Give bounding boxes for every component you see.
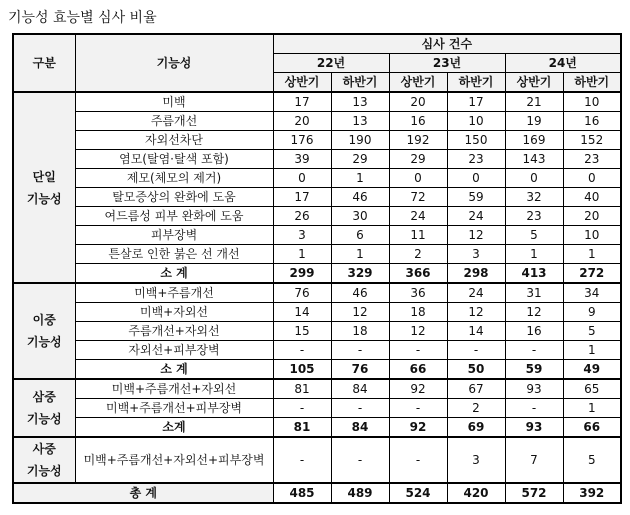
function-label: 미백+자외선 <box>75 303 273 322</box>
value-cell: 176 <box>273 131 331 150</box>
table-row <box>13 131 621 150</box>
value-cell: 31 <box>505 283 563 303</box>
value-cell: 29 <box>389 150 447 169</box>
value-cell: 26 <box>273 207 331 226</box>
subtotal-value: 299 <box>273 264 331 284</box>
value-cell: 20 <box>563 207 621 226</box>
subtotal-value: 366 <box>389 264 447 284</box>
subtotal-value: 298 <box>447 264 505 284</box>
value-cell: 46 <box>331 188 389 207</box>
table-row <box>13 226 621 245</box>
value-cell: 9 <box>563 303 621 322</box>
value-cell: 0 <box>563 169 621 188</box>
value-cell: 1 <box>505 245 563 264</box>
value-cell: 46 <box>331 283 389 303</box>
total-value: 572 <box>505 483 563 503</box>
value-cell: 15 <box>273 322 331 341</box>
function-label: 여드름성 피부 완화에 도움 <box>75 207 273 226</box>
value-cell: 29 <box>331 150 389 169</box>
total-value: 485 <box>273 483 331 503</box>
value-cell: 0 <box>505 169 563 188</box>
table-row <box>13 322 621 341</box>
value-cell: 150 <box>447 131 505 150</box>
value-cell: 6 <box>331 226 389 245</box>
function-label: 탈모증상의 완화에 도움 <box>75 188 273 207</box>
subtotal-value: 69 <box>447 418 505 438</box>
group-label: 이중 기능성 <box>13 283 75 379</box>
value-cell: 24 <box>389 207 447 226</box>
value-cell: - <box>331 437 389 483</box>
value-cell: 32 <box>505 188 563 207</box>
value-cell: 13 <box>331 92 389 112</box>
table-row <box>13 112 621 131</box>
value-cell: - <box>505 399 563 418</box>
total-row <box>13 483 621 503</box>
function-label: 염모(탈염·탈색 포함) <box>75 150 273 169</box>
function-label: 튼살로 인한 붉은 선 개선 <box>75 245 273 264</box>
value-cell: - <box>273 341 331 360</box>
value-cell: 12 <box>447 303 505 322</box>
value-cell: 18 <box>389 303 447 322</box>
function-label: 자외선+피부장벽 <box>75 341 273 360</box>
value-cell: 93 <box>505 379 563 399</box>
total-value: 524 <box>389 483 447 503</box>
table-row <box>13 437 621 483</box>
value-cell: 2 <box>447 399 505 418</box>
value-cell: 17 <box>273 92 331 112</box>
value-cell: 34 <box>563 283 621 303</box>
function-label: 주름개선 <box>75 112 273 131</box>
value-cell: 19 <box>505 112 563 131</box>
total-value: 392 <box>563 483 621 503</box>
subtotal-value: 81 <box>273 418 331 438</box>
table-row <box>13 150 621 169</box>
value-cell: 65 <box>563 379 621 399</box>
header-year: 24년 <box>505 54 621 73</box>
subtotal-value: 329 <box>331 264 389 284</box>
value-cell: 12 <box>331 303 389 322</box>
value-cell: 20 <box>273 112 331 131</box>
value-cell: 5 <box>563 322 621 341</box>
subtotal-row <box>13 418 621 438</box>
group-label: 단일 기능성 <box>13 92 75 283</box>
value-cell: 13 <box>331 112 389 131</box>
header-half: 하반기 <box>331 73 389 93</box>
value-cell: 1 <box>563 341 621 360</box>
value-cell: - <box>389 341 447 360</box>
subtotal-value: 105 <box>273 360 331 380</box>
value-cell: 3 <box>447 245 505 264</box>
value-cell: 16 <box>505 322 563 341</box>
table-row <box>13 169 621 188</box>
value-cell: - <box>389 437 447 483</box>
subtotal-value: 66 <box>563 418 621 438</box>
value-cell: 0 <box>447 169 505 188</box>
value-cell: 23 <box>447 150 505 169</box>
subtotal-label: 소 계 <box>75 360 273 380</box>
subtotal-value: 49 <box>563 360 621 380</box>
value-cell: 7 <box>505 437 563 483</box>
table-row <box>13 303 621 322</box>
header-function: 기능성 <box>75 34 273 92</box>
value-cell: 0 <box>389 169 447 188</box>
page-title: 기능성 효능별 심사 비율 <box>8 10 157 26</box>
value-cell: 2 <box>389 245 447 264</box>
table-row <box>13 379 621 399</box>
value-cell: 10 <box>563 92 621 112</box>
value-cell: 190 <box>331 131 389 150</box>
value-cell: - <box>273 437 331 483</box>
group-label: 사중 기능성 <box>13 437 75 483</box>
table-row <box>13 341 621 360</box>
value-cell: 23 <box>505 207 563 226</box>
subtotal-value: 84 <box>331 418 389 438</box>
value-cell: - <box>273 399 331 418</box>
table-row <box>13 399 621 418</box>
value-cell: 10 <box>563 226 621 245</box>
function-label: 미백+주름개선+자외선+피부장벽 <box>75 437 273 483</box>
value-cell: 84 <box>331 379 389 399</box>
value-cell: 5 <box>505 226 563 245</box>
header-year: 22년 <box>273 54 389 73</box>
header-half: 상반기 <box>273 73 331 93</box>
subtotal-row <box>13 264 621 284</box>
value-cell: 3 <box>273 226 331 245</box>
header-count: 심사 건수 <box>273 34 621 54</box>
value-cell: 1 <box>563 399 621 418</box>
subtotal-value: 76 <box>331 360 389 380</box>
value-cell: 81 <box>273 379 331 399</box>
value-cell: - <box>505 341 563 360</box>
value-cell: 12 <box>389 322 447 341</box>
value-cell: 143 <box>505 150 563 169</box>
subtotal-value: 272 <box>563 264 621 284</box>
subtotal-label: 소계 <box>75 418 273 438</box>
value-cell: 11 <box>389 226 447 245</box>
total-value: 489 <box>331 483 389 503</box>
value-cell: 36 <box>389 283 447 303</box>
header-category: 구분 <box>13 34 75 92</box>
table-row <box>13 92 621 112</box>
value-cell: 24 <box>447 207 505 226</box>
value-cell: - <box>447 341 505 360</box>
value-cell: 18 <box>331 322 389 341</box>
value-cell: 16 <box>563 112 621 131</box>
value-cell: 21 <box>505 92 563 112</box>
value-cell: 1 <box>331 169 389 188</box>
subtotal-value: 93 <box>505 418 563 438</box>
subtotal-label: 소 계 <box>75 264 273 284</box>
value-cell: 12 <box>447 226 505 245</box>
value-cell: 24 <box>447 283 505 303</box>
total-label: 총 계 <box>13 483 273 503</box>
value-cell: 1 <box>331 245 389 264</box>
header-half: 상반기 <box>505 73 563 93</box>
value-cell: 1 <box>563 245 621 264</box>
function-label: 자외선차단 <box>75 131 273 150</box>
value-cell: 76 <box>273 283 331 303</box>
group-label: 삼중 기능성 <box>13 379 75 437</box>
value-cell: - <box>331 341 389 360</box>
table-row <box>13 245 621 264</box>
value-cell: 5 <box>563 437 621 483</box>
value-cell: 30 <box>331 207 389 226</box>
function-label: 미백+주름개선+자외선 <box>75 379 273 399</box>
subtotal-row <box>13 360 621 380</box>
table-row <box>13 283 621 303</box>
function-label: 미백+주름개선+피부장벽 <box>75 399 273 418</box>
value-cell: 10 <box>447 112 505 131</box>
header-half: 상반기 <box>389 73 447 93</box>
value-cell: 72 <box>389 188 447 207</box>
review-table <box>12 33 622 504</box>
total-value: 420 <box>447 483 505 503</box>
value-cell: 14 <box>273 303 331 322</box>
value-cell: 59 <box>447 188 505 207</box>
value-cell: 40 <box>563 188 621 207</box>
header-half: 하반기 <box>447 73 505 93</box>
value-cell: 169 <box>505 131 563 150</box>
value-cell: 3 <box>447 437 505 483</box>
value-cell: 16 <box>389 112 447 131</box>
subtotal-value: 413 <box>505 264 563 284</box>
subtotal-value: 59 <box>505 360 563 380</box>
table-row <box>13 188 621 207</box>
value-cell: 14 <box>447 322 505 341</box>
value-cell: 192 <box>389 131 447 150</box>
function-label: 제모(체모의 제거) <box>75 169 273 188</box>
table-row <box>13 207 621 226</box>
value-cell: 12 <box>505 303 563 322</box>
value-cell: 17 <box>273 188 331 207</box>
value-cell: - <box>331 399 389 418</box>
value-cell: 20 <box>389 92 447 112</box>
value-cell: 92 <box>389 379 447 399</box>
value-cell: - <box>389 399 447 418</box>
function-label: 미백 <box>75 92 273 112</box>
value-cell: 23 <box>563 150 621 169</box>
function-label: 주름개선+자외선 <box>75 322 273 341</box>
header-half: 하반기 <box>563 73 621 93</box>
header-year: 23년 <box>389 54 505 73</box>
value-cell: 39 <box>273 150 331 169</box>
value-cell: 1 <box>273 245 331 264</box>
function-label: 피부장벽 <box>75 226 273 245</box>
value-cell: 17 <box>447 92 505 112</box>
value-cell: 67 <box>447 379 505 399</box>
subtotal-value: 92 <box>389 418 447 438</box>
function-label: 미백+주름개선 <box>75 283 273 303</box>
subtotal-value: 50 <box>447 360 505 380</box>
value-cell: 152 <box>563 131 621 150</box>
subtotal-value: 66 <box>389 360 447 380</box>
value-cell: 0 <box>273 169 331 188</box>
